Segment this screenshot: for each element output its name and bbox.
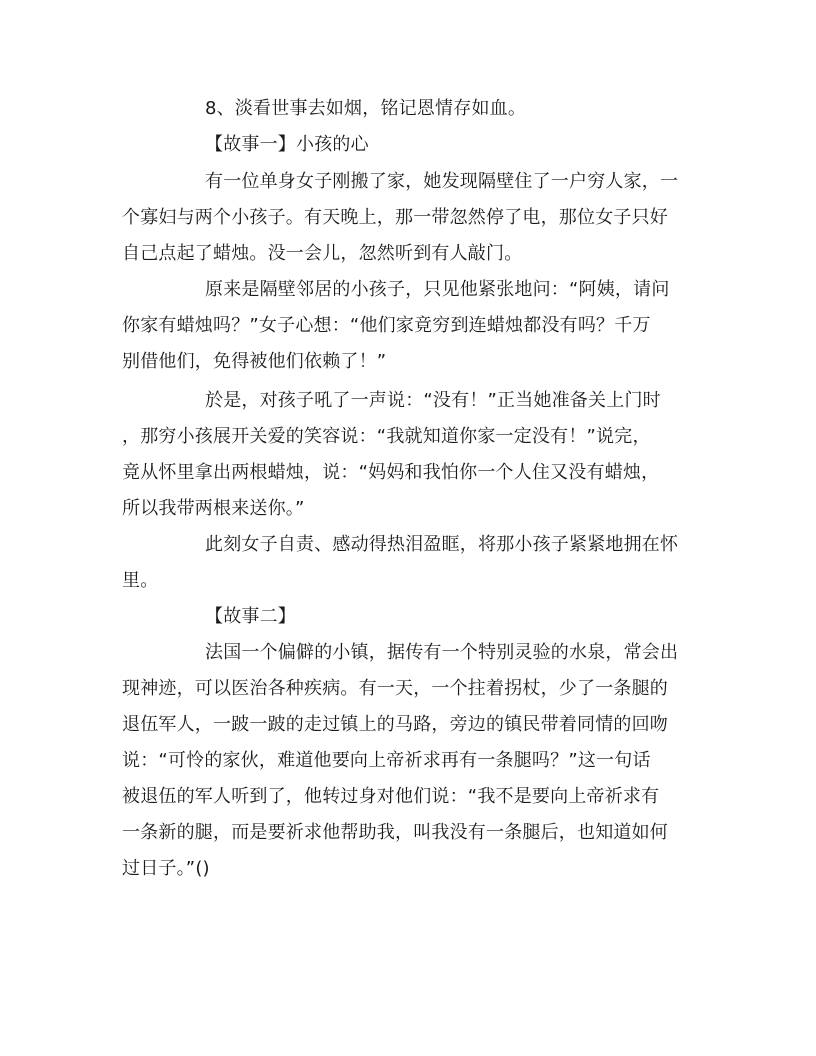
paragraph-line: ，那穷小孩展开关爱的笑容说：“我就知道你家一定没有！”说完， bbox=[122, 426, 651, 447]
paragraph-line: 别借他们，免得被他们依赖了！” bbox=[122, 351, 387, 372]
story-two-title: 【故事二】 bbox=[205, 606, 296, 627]
paragraph-line: 竟从怀里拿出两根蜡烛，说：“妈妈和我怕你一个人住又没有蜡烛， bbox=[122, 462, 660, 483]
paragraph-line: 自己点起了蜡烛。没一会儿，忽然听到有人敲门。 bbox=[122, 243, 523, 264]
paragraph-line: 有一位单身女子刚搬了家，她发现隔壁住了一户穷人家，一 bbox=[205, 171, 679, 192]
paragraph-line: 被退伍的军人听到了，他转过身对他们说：“我不是要向上帝祈求有 bbox=[122, 786, 660, 807]
story-one-title: 【故事一】小孩的心 bbox=[205, 134, 369, 155]
paragraph-line: 所以我带两根来送你。” bbox=[122, 498, 305, 519]
paragraph-line: 个寡妇与两个小孩子。有天晚上，那一带忽然停了电，那位女子只好 bbox=[122, 207, 668, 228]
paragraph-line: 退伍军人，一跛一跛的走过镇上的马路，旁边的镇民带着同情的回吻 bbox=[122, 714, 668, 735]
paragraph-line: 原来是隔壁邻居的小孩子，只见他紧张地问：“阿姨，请问 bbox=[205, 279, 670, 300]
paragraph-line: 说：“可怜的家伙，难道他要向上帝祈求再有一条腿吗？”这一句话 bbox=[122, 750, 651, 771]
paragraph-line: 里。 bbox=[122, 570, 159, 591]
paragraph-line: 法国一个偏僻的小镇，据传有一个特别灵验的水泉，常会出 bbox=[205, 642, 679, 663]
paragraph-line: 此刻女子自责、感动得热泪盈眶，将那小孩子紧紧地拥在怀 bbox=[205, 534, 679, 555]
paragraph-line: 一条新的腿，而是要祈求他帮助我，叫我没有一条腿后，也知道如何 bbox=[122, 822, 668, 843]
paragraph-line: 现神迹，可以医治各种疾病。有一天，一个拄着拐杖，少了一条腿的 bbox=[122, 678, 668, 699]
paragraph-line: 过日子。”() bbox=[122, 858, 210, 879]
paragraph-line: 於是，对孩子吼了一声说：“没有！”正当她准备关上门时 bbox=[205, 390, 661, 411]
paragraph-line: 你家有蜡烛吗？”女子心想：“他们家竟穷到连蜡烛都没有吗？千万 bbox=[122, 315, 651, 336]
list-heading: 8、淡看世事去如烟，铭记恩情存如血。 bbox=[205, 98, 527, 119]
